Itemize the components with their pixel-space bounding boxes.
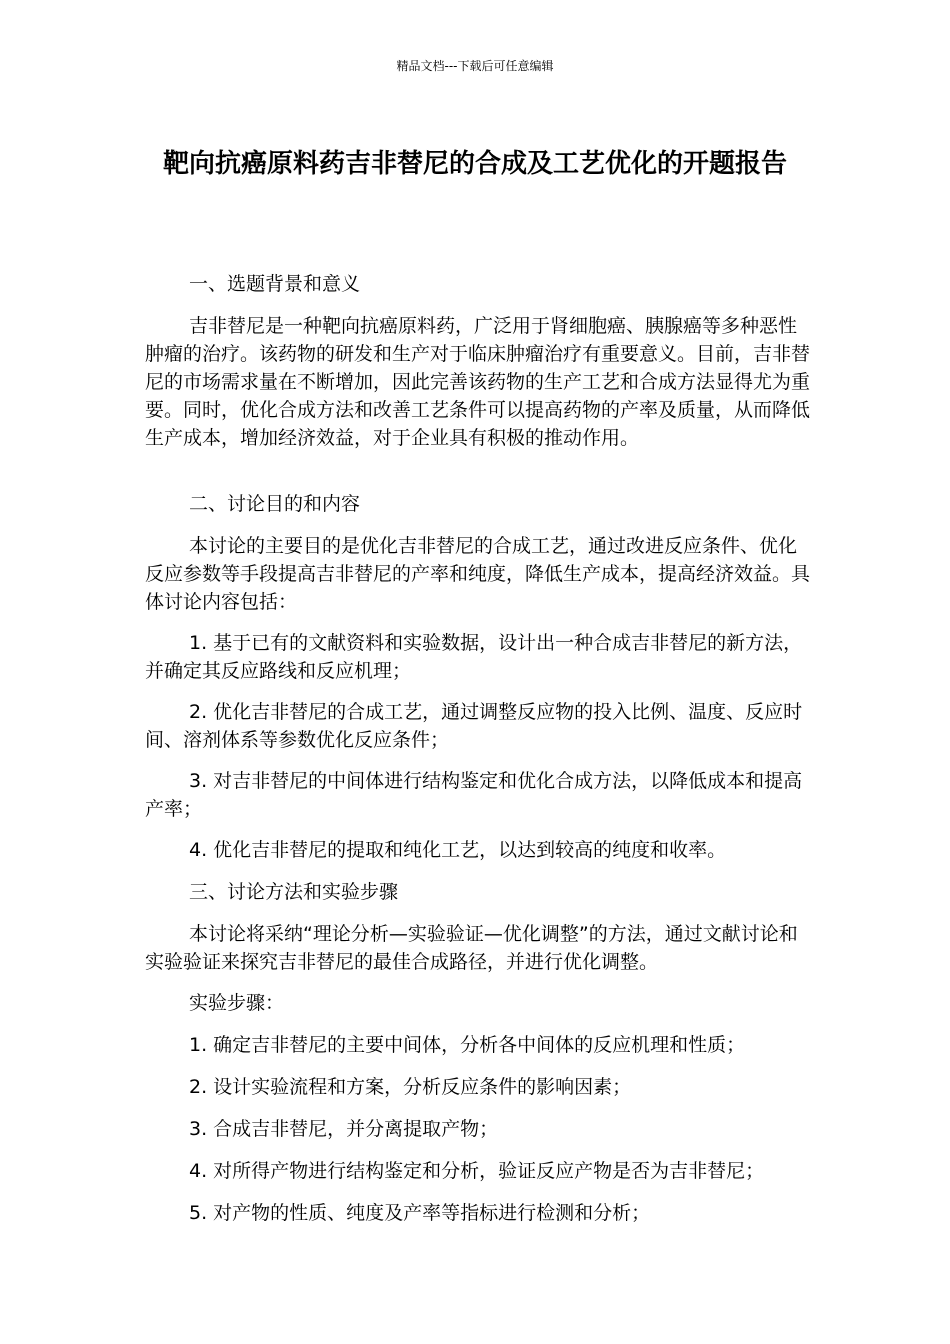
- step-2: 2. 设计实验流程和方案，分析反应条件的影响因素；: [189, 1076, 632, 1098]
- section-1-paragraph: 吉非替尼是一种靶向抗癌原料药，广泛用于肾细胞癌、胰腺癌等多种恶性肿瘤的治疗。该药物的研发和生产对于临床肿瘤治疗有重要意义。目前，吉非替尼的市场需求量在不断增加，因此完善该药物的生产工艺和合成方法显得尤为重要。同时，优化合成方法和改善工艺条件可以提高药物的产率及质量，从而降低生产成本，增加经济效益，对于企业具有积极的推动作用。: [145, 315, 811, 449]
- document-title: 靶向抗癌原料药吉非替尼的合成及工艺优化的开题报告: [162, 149, 787, 179]
- step-3: 3. 合成吉非替尼，并分离提取产物；: [189, 1118, 499, 1140]
- section-2-item-2: 2. 优化吉非替尼的合成工艺，通过调整反应物的投入比例、温度、反应时间、溶剂体系等参数优化反应条件；: [145, 701, 803, 751]
- section-2-item-4: 4. 优化吉非替尼的提取和纯化工艺，以达到较高的纯度和收率。: [189, 839, 727, 861]
- steps-label: 实验步骤：: [189, 992, 285, 1014]
- step-5: 5. 对产物的性质、纯度及产率等指标进行检测和分析；: [189, 1202, 651, 1224]
- section-2-paragraph: 本讨论的主要目的是优化吉非替尼的合成工艺，通过改进反应条件、优化反应参数等手段提高吉非替尼的产率和纯度，降低生产成本，提高经济效益。具体讨论内容包括：: [145, 535, 811, 613]
- page-header: 精品文档---下载后可任意编辑: [396, 59, 554, 73]
- step-1: 1. 确定吉非替尼的主要中间体，分析各中间体的反应机理和性质；: [189, 1034, 746, 1056]
- section-2-item-1: 1. 基于已有的文献资料和实验数据，设计出一种合成吉非替尼的新方法，并确定其反应路线和反应机理；: [145, 632, 803, 682]
- section-3-heading: 三、讨论方法和实验步骤: [189, 881, 399, 903]
- step-4: 4. 对所得产物进行结构鉴定和分析，验证反应产物是否为吉非替尼；: [189, 1160, 765, 1182]
- section-3-paragraph: 本讨论将采纳“理论分析—实验验证—优化调整”的方法，通过文献讨论和实验验证来探究吉非替尼的最佳合成路径，并进行优化调整。: [145, 923, 798, 973]
- section-2-heading: 二、讨论目的和内容: [189, 493, 361, 515]
- section-1-heading: 一、选题背景和意义: [189, 273, 361, 295]
- section-2-item-3: 3. 对吉非替尼的中间体进行结构鉴定和优化合成方法，以降低成本和提高产率；: [145, 770, 803, 820]
